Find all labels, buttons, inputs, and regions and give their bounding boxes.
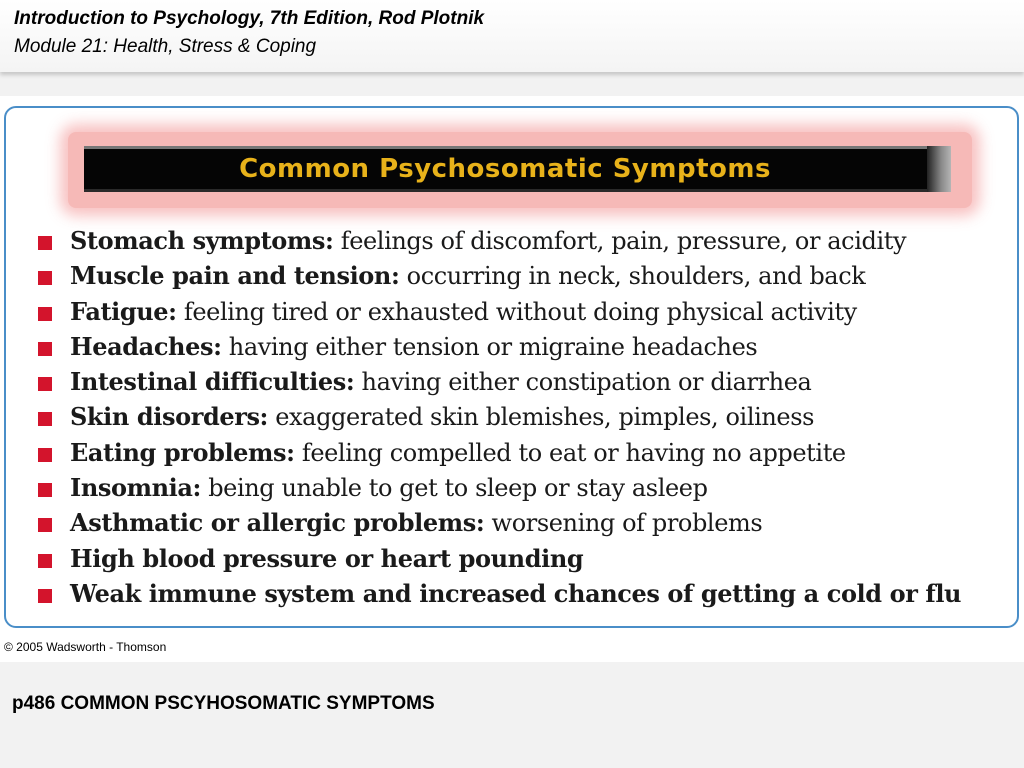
symptom-term: Fatigue: [70,296,177,326]
bullet-square-icon [38,448,52,462]
banner-bevel [927,146,951,192]
bullet-square-icon [38,483,52,497]
symptom-description: having either tension or migraine headaches [221,332,758,361]
banner-title: Common Psychosomatic Symptoms [239,154,771,184]
symptom-term: Asthmatic or allergic problems: [70,508,485,538]
bullet-square-icon [38,518,52,532]
copyright-notice: © 2005 Wadsworth - Thomson [4,640,167,654]
symptom-description: occurring in neck, shoulders, and back [399,262,866,291]
symptom-term: Skin disorders: [70,402,269,432]
symptom-term: High blood pressure or heart pounding [70,543,584,573]
symptom-term: Intestinal difficulties: [70,367,355,397]
slide-caption: p486 COMMON PSCYHOSOMATIC SYMPTOMS [12,693,435,714]
bullet-square-icon [38,271,52,285]
symptom-description: worsening of problems [484,509,763,538]
bullet-square-icon [38,554,52,568]
header-subtitle: Module 21: Health, Stress & Coping [14,36,317,57]
bullet-square-icon [38,342,52,356]
symptom-term: Muscle pain and tension: [70,261,400,291]
header-title: Introduction to Psychology, 7th Edition, Rod Plotnik [14,8,485,29]
banner [84,146,950,192]
symptom-description: having either constipation or diarrhea [354,368,812,397]
figure-panel [4,106,1019,628]
symptom-description: feeling tired or exhausted without doing physical activity [176,297,857,326]
bullet-square-icon [38,589,52,603]
symptom-term: Weak immune system and increased chances of getting a cold or flu [70,578,962,608]
symptom-term: Headaches: [70,331,222,361]
symptom-term: Eating problems: [70,437,295,467]
slide-header [0,0,1024,72]
symptom-term: Stomach symptoms: [70,226,334,255]
figure-area [0,96,1024,662]
bullet-square-icon [38,412,52,426]
symptom-description: being unable to get to sleep or stay asleep [200,474,708,503]
bullet-square-icon [38,236,52,250]
symptom-description: feeling compelled to eat or having no appetite [294,438,846,467]
bullet-square-icon [38,307,52,321]
symptom-description: exaggerated skin blemishes, pimples, oiliness [268,403,815,432]
symptom-term: Insomnia: [70,473,201,503]
bullet-square-icon [38,377,52,391]
symptom-description: feelings of discomfort, pain, pressure, or acidity [333,227,907,255]
